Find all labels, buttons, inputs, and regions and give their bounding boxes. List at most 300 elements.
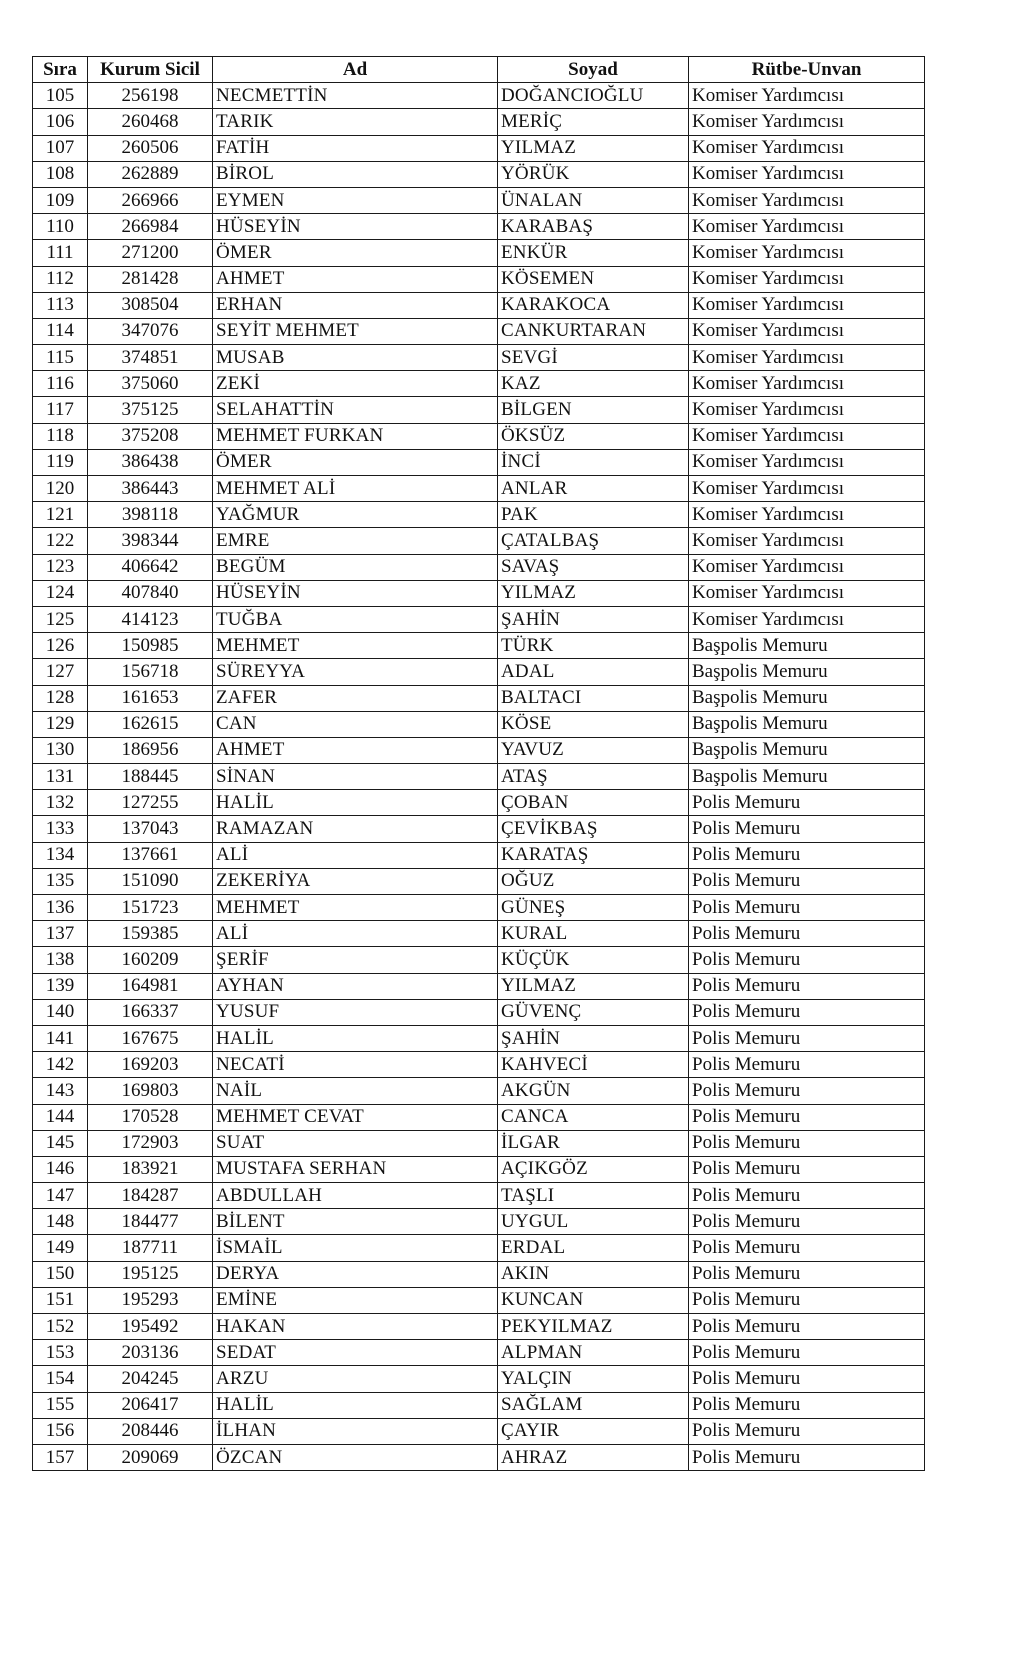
cell-rutbe-unvan: Polis Memuru	[689, 973, 925, 999]
cell-soyad: KÖSEMEN	[498, 266, 689, 292]
cell-sira: 125	[33, 606, 88, 632]
cell-kurum-sicil: 375060	[88, 371, 213, 397]
cell-sira: 138	[33, 947, 88, 973]
cell-ad: ZEKERİYA	[213, 868, 498, 894]
cell-sira: 156	[33, 1418, 88, 1444]
cell-ad: HÜSEYİN	[213, 214, 498, 240]
cell-soyad: YALÇIN	[498, 1366, 689, 1392]
cell-rutbe-unvan: Başpolis Memuru	[689, 711, 925, 737]
table-row	[33, 685, 925, 711]
cell-rutbe-unvan: Polis Memuru	[689, 1235, 925, 1261]
cell-kurum-sicil: 183921	[88, 1156, 213, 1182]
cell-ad: İSMAİL	[213, 1235, 498, 1261]
cell-soyad: SAĞLAM	[498, 1392, 689, 1418]
table-row	[33, 633, 925, 659]
cell-kurum-sicil: 407840	[88, 580, 213, 606]
cell-soyad: SEVGİ	[498, 345, 689, 371]
cell-sira: 115	[33, 345, 88, 371]
cell-kurum-sicil: 187711	[88, 1235, 213, 1261]
cell-sira: 116	[33, 371, 88, 397]
cell-sira: 119	[33, 449, 88, 475]
cell-ad: HALİL	[213, 1392, 498, 1418]
cell-soyad: PAK	[498, 502, 689, 528]
table-row	[33, 1235, 925, 1261]
table-row	[33, 1052, 925, 1078]
cell-ad: ZAFER	[213, 685, 498, 711]
table-row	[33, 1183, 925, 1209]
cell-sira: 126	[33, 633, 88, 659]
cell-rutbe-unvan: Komiser Yardımcısı	[689, 266, 925, 292]
personnel-table	[32, 56, 925, 1471]
table-row	[33, 345, 925, 371]
table-row	[33, 1209, 925, 1235]
cell-kurum-sicil: 150985	[88, 633, 213, 659]
cell-ad: RAMAZAN	[213, 816, 498, 842]
table-row	[33, 135, 925, 161]
cell-soyad: YILMAZ	[498, 973, 689, 999]
cell-kurum-sicil: 172903	[88, 1130, 213, 1156]
cell-ad: ALİ	[213, 842, 498, 868]
cell-kurum-sicil: 256198	[88, 83, 213, 109]
cell-rutbe-unvan: Komiser Yardımcısı	[689, 397, 925, 423]
table-row	[33, 947, 925, 973]
table-row	[33, 502, 925, 528]
table-row	[33, 816, 925, 842]
cell-sira: 150	[33, 1261, 88, 1287]
cell-rutbe-unvan: Komiser Yardımcısı	[689, 187, 925, 213]
cell-soyad: KARAKOCA	[498, 292, 689, 318]
cell-kurum-sicil: 398344	[88, 528, 213, 554]
cell-soyad: İNCİ	[498, 449, 689, 475]
cell-soyad: AÇIKGÖZ	[498, 1156, 689, 1182]
cell-rutbe-unvan: Komiser Yardımcısı	[689, 292, 925, 318]
cell-ad: EMRE	[213, 528, 498, 554]
header-rutbe-unvan: Rütbe-Unvan	[689, 57, 925, 83]
cell-soyad: KARABAŞ	[498, 214, 689, 240]
cell-soyad: ATAŞ	[498, 764, 689, 790]
cell-ad: MEHMET	[213, 895, 498, 921]
cell-sira: 143	[33, 1078, 88, 1104]
cell-ad: TARIK	[213, 109, 498, 135]
header-sira: Sıra	[33, 57, 88, 83]
cell-sira: 132	[33, 790, 88, 816]
cell-rutbe-unvan: Komiser Yardımcısı	[689, 606, 925, 632]
cell-soyad: KURAL	[498, 921, 689, 947]
table-row	[33, 449, 925, 475]
cell-kurum-sicil: 169203	[88, 1052, 213, 1078]
table-row	[33, 292, 925, 318]
cell-kurum-sicil: 347076	[88, 318, 213, 344]
cell-ad: ÖZCAN	[213, 1444, 498, 1470]
cell-kurum-sicil: 375208	[88, 423, 213, 449]
cell-sira: 113	[33, 292, 88, 318]
cell-soyad: ŞAHİN	[498, 606, 689, 632]
cell-sira: 153	[33, 1340, 88, 1366]
cell-kurum-sicil: 170528	[88, 1104, 213, 1130]
cell-kurum-sicil: 127255	[88, 790, 213, 816]
cell-kurum-sicil: 188445	[88, 764, 213, 790]
cell-kurum-sicil: 266984	[88, 214, 213, 240]
cell-ad: DERYA	[213, 1261, 498, 1287]
cell-ad: ERHAN	[213, 292, 498, 318]
cell-rutbe-unvan: Polis Memuru	[689, 1104, 925, 1130]
cell-kurum-sicil: 308504	[88, 292, 213, 318]
header-ad: Ad	[213, 57, 498, 83]
cell-sira: 110	[33, 214, 88, 240]
cell-soyad: ÇOBAN	[498, 790, 689, 816]
cell-soyad: DOĞANCIOĞLU	[498, 83, 689, 109]
cell-rutbe-unvan: Komiser Yardımcısı	[689, 449, 925, 475]
cell-kurum-sicil: 184287	[88, 1183, 213, 1209]
cell-rutbe-unvan: Polis Memuru	[689, 1314, 925, 1340]
cell-sira: 123	[33, 554, 88, 580]
cell-ad: EYMEN	[213, 187, 498, 213]
cell-rutbe-unvan: Polis Memuru	[689, 921, 925, 947]
cell-soyad: ADAL	[498, 659, 689, 685]
cell-soyad: TAŞLI	[498, 1183, 689, 1209]
cell-soyad: ALPMAN	[498, 1340, 689, 1366]
table-row	[33, 187, 925, 213]
cell-rutbe-unvan: Komiser Yardımcısı	[689, 135, 925, 161]
cell-ad: BİROL	[213, 161, 498, 187]
cell-ad: YUSUF	[213, 999, 498, 1025]
cell-sira: 155	[33, 1392, 88, 1418]
table-row	[33, 1418, 925, 1444]
cell-sira: 144	[33, 1104, 88, 1130]
cell-kurum-sicil: 159385	[88, 921, 213, 947]
cell-sira: 122	[33, 528, 88, 554]
cell-kurum-sicil: 195125	[88, 1261, 213, 1287]
cell-sira: 112	[33, 266, 88, 292]
cell-soyad: TÜRK	[498, 633, 689, 659]
cell-kurum-sicil: 169803	[88, 1078, 213, 1104]
cell-kurum-sicil: 206417	[88, 1392, 213, 1418]
cell-ad: ÖMER	[213, 449, 498, 475]
cell-rutbe-unvan: Komiser Yardımcısı	[689, 318, 925, 344]
cell-rutbe-unvan: Komiser Yardımcısı	[689, 580, 925, 606]
cell-rutbe-unvan: Komiser Yardımcısı	[689, 371, 925, 397]
cell-sira: 152	[33, 1314, 88, 1340]
table-row	[33, 1314, 925, 1340]
cell-ad: İLHAN	[213, 1418, 498, 1444]
table-row	[33, 109, 925, 135]
table-row	[33, 1340, 925, 1366]
header-soyad: Soyad	[498, 57, 689, 83]
table-row	[33, 1104, 925, 1130]
cell-ad: ABDULLAH	[213, 1183, 498, 1209]
cell-rutbe-unvan: Komiser Yardımcısı	[689, 502, 925, 528]
cell-rutbe-unvan: Başpolis Memuru	[689, 737, 925, 763]
cell-rutbe-unvan: Polis Memuru	[689, 895, 925, 921]
cell-kurum-sicil: 386438	[88, 449, 213, 475]
cell-rutbe-unvan: Başpolis Memuru	[689, 764, 925, 790]
cell-rutbe-unvan: Polis Memuru	[689, 816, 925, 842]
cell-rutbe-unvan: Polis Memuru	[689, 1287, 925, 1313]
cell-kurum-sicil: 406642	[88, 554, 213, 580]
cell-kurum-sicil: 195293	[88, 1287, 213, 1313]
table-row	[33, 1261, 925, 1287]
cell-rutbe-unvan: Polis Memuru	[689, 1340, 925, 1366]
cell-rutbe-unvan: Başpolis Memuru	[689, 685, 925, 711]
cell-rutbe-unvan: Polis Memuru	[689, 1183, 925, 1209]
cell-ad: AHMET	[213, 266, 498, 292]
cell-kurum-sicil: 414123	[88, 606, 213, 632]
table-row	[33, 528, 925, 554]
cell-sira: 140	[33, 999, 88, 1025]
cell-sira: 131	[33, 764, 88, 790]
cell-sira: 141	[33, 1025, 88, 1051]
cell-kurum-sicil: 161653	[88, 685, 213, 711]
cell-kurum-sicil: 398118	[88, 502, 213, 528]
cell-kurum-sicil: 186956	[88, 737, 213, 763]
cell-sira: 130	[33, 737, 88, 763]
table-row	[33, 842, 925, 868]
cell-ad: MEHMET ALİ	[213, 476, 498, 502]
cell-soyad: YILMAZ	[498, 135, 689, 161]
cell-rutbe-unvan: Polis Memuru	[689, 1418, 925, 1444]
table-row	[33, 266, 925, 292]
table-row	[33, 214, 925, 240]
cell-ad: MEHMET	[213, 633, 498, 659]
cell-soyad: CANKURTARAN	[498, 318, 689, 344]
cell-ad: SUAT	[213, 1130, 498, 1156]
cell-soyad: UYGUL	[498, 1209, 689, 1235]
cell-rutbe-unvan: Polis Memuru	[689, 790, 925, 816]
table-row	[33, 1366, 925, 1392]
cell-ad: HÜSEYİN	[213, 580, 498, 606]
cell-rutbe-unvan: Komiser Yardımcısı	[689, 83, 925, 109]
cell-rutbe-unvan: Polis Memuru	[689, 1052, 925, 1078]
cell-sira: 117	[33, 397, 88, 423]
cell-soyad: BİLGEN	[498, 397, 689, 423]
cell-sira: 106	[33, 109, 88, 135]
table-row	[33, 1156, 925, 1182]
cell-sira: 111	[33, 240, 88, 266]
cell-soyad: KÜÇÜK	[498, 947, 689, 973]
cell-ad: TUĞBA	[213, 606, 498, 632]
cell-rutbe-unvan: Komiser Yardımcısı	[689, 161, 925, 187]
cell-kurum-sicil: 156718	[88, 659, 213, 685]
table-row	[33, 554, 925, 580]
cell-kurum-sicil: 262889	[88, 161, 213, 187]
table-row	[33, 1025, 925, 1051]
cell-sira: 134	[33, 842, 88, 868]
cell-ad: MUSAB	[213, 345, 498, 371]
cell-kurum-sicil: 151090	[88, 868, 213, 894]
cell-sira: 149	[33, 1235, 88, 1261]
cell-soyad: KUNCAN	[498, 1287, 689, 1313]
cell-soyad: YAVUZ	[498, 737, 689, 763]
table-row	[33, 737, 925, 763]
table-header-row	[33, 57, 925, 83]
cell-kurum-sicil: 375125	[88, 397, 213, 423]
cell-soyad: GÜVENÇ	[498, 999, 689, 1025]
cell-rutbe-unvan: Komiser Yardımcısı	[689, 345, 925, 371]
cell-sira: 121	[33, 502, 88, 528]
cell-soyad: SAVAŞ	[498, 554, 689, 580]
cell-ad: NAİL	[213, 1078, 498, 1104]
cell-ad: NECMETTİN	[213, 83, 498, 109]
cell-ad: ÖMER	[213, 240, 498, 266]
cell-rutbe-unvan: Komiser Yardımcısı	[689, 528, 925, 554]
cell-sira: 148	[33, 1209, 88, 1235]
cell-soyad: KAHVECİ	[498, 1052, 689, 1078]
cell-soyad: ÇATALBAŞ	[498, 528, 689, 554]
cell-kurum-sicil: 260468	[88, 109, 213, 135]
cell-rutbe-unvan: Polis Memuru	[689, 947, 925, 973]
cell-sira: 107	[33, 135, 88, 161]
cell-soyad: GÜNEŞ	[498, 895, 689, 921]
cell-kurum-sicil: 162615	[88, 711, 213, 737]
cell-sira: 109	[33, 187, 88, 213]
cell-rutbe-unvan: Polis Memuru	[689, 842, 925, 868]
cell-rutbe-unvan: Komiser Yardımcısı	[689, 476, 925, 502]
cell-rutbe-unvan: Polis Memuru	[689, 1078, 925, 1104]
table-row	[33, 161, 925, 187]
cell-ad: ARZU	[213, 1366, 498, 1392]
cell-ad: FATİH	[213, 135, 498, 161]
cell-kurum-sicil: 374851	[88, 345, 213, 371]
cell-ad: MEHMET CEVAT	[213, 1104, 498, 1130]
table-row	[33, 83, 925, 109]
cell-sira: 139	[33, 973, 88, 999]
table-row	[33, 1392, 925, 1418]
cell-sira: 146	[33, 1156, 88, 1182]
cell-sira: 105	[33, 83, 88, 109]
cell-ad: NECATİ	[213, 1052, 498, 1078]
cell-sira: 151	[33, 1287, 88, 1313]
table-row	[33, 1078, 925, 1104]
cell-soyad: ÜNALAN	[498, 187, 689, 213]
cell-soyad: ERDAL	[498, 1235, 689, 1261]
cell-kurum-sicil: 271200	[88, 240, 213, 266]
cell-sira: 136	[33, 895, 88, 921]
cell-sira: 114	[33, 318, 88, 344]
table-row	[33, 973, 925, 999]
cell-kurum-sicil: 386443	[88, 476, 213, 502]
cell-kurum-sicil: 137043	[88, 816, 213, 842]
cell-sira: 157	[33, 1444, 88, 1470]
cell-ad: ŞERİF	[213, 947, 498, 973]
cell-soyad: PEKYILMAZ	[498, 1314, 689, 1340]
cell-sira: 145	[33, 1130, 88, 1156]
cell-soyad: ÖKSÜZ	[498, 423, 689, 449]
table-row	[33, 764, 925, 790]
cell-soyad: MERİÇ	[498, 109, 689, 135]
cell-sira: 124	[33, 580, 88, 606]
cell-ad: HALİL	[213, 1025, 498, 1051]
cell-ad: BEGÜM	[213, 554, 498, 580]
cell-soyad: ANLAR	[498, 476, 689, 502]
cell-soyad: ENKÜR	[498, 240, 689, 266]
cell-sira: 128	[33, 685, 88, 711]
header-kurum-sicil: Kurum Sicil	[88, 57, 213, 83]
cell-rutbe-unvan: Komiser Yardımcısı	[689, 554, 925, 580]
table-row	[33, 868, 925, 894]
cell-soyad: KÖSE	[498, 711, 689, 737]
cell-kurum-sicil: 184477	[88, 1209, 213, 1235]
cell-sira: 135	[33, 868, 88, 894]
cell-ad: SELAHATTİN	[213, 397, 498, 423]
cell-ad: SÜREYYA	[213, 659, 498, 685]
cell-kurum-sicil: 204245	[88, 1366, 213, 1392]
cell-sira: 154	[33, 1366, 88, 1392]
cell-ad: EMİNE	[213, 1287, 498, 1313]
cell-rutbe-unvan: Polis Memuru	[689, 868, 925, 894]
cell-sira: 129	[33, 711, 88, 737]
cell-rutbe-unvan: Başpolis Memuru	[689, 659, 925, 685]
table-row	[33, 659, 925, 685]
table-row	[33, 318, 925, 344]
cell-ad: YAĞMUR	[213, 502, 498, 528]
table-row	[33, 580, 925, 606]
table-body	[33, 83, 925, 1471]
cell-ad: MUSTAFA SERHAN	[213, 1156, 498, 1182]
cell-kurum-sicil: 137661	[88, 842, 213, 868]
cell-rutbe-unvan: Komiser Yardımcısı	[689, 109, 925, 135]
cell-kurum-sicil: 208446	[88, 1418, 213, 1444]
table-row	[33, 999, 925, 1025]
cell-rutbe-unvan: Polis Memuru	[689, 999, 925, 1025]
cell-ad: HALİL	[213, 790, 498, 816]
cell-soyad: YILMAZ	[498, 580, 689, 606]
cell-ad: AYHAN	[213, 973, 498, 999]
cell-kurum-sicil: 195492	[88, 1314, 213, 1340]
cell-sira: 142	[33, 1052, 88, 1078]
cell-ad: ZEKİ	[213, 371, 498, 397]
cell-soyad: ÇAYIR	[498, 1418, 689, 1444]
cell-sira: 127	[33, 659, 88, 685]
cell-kurum-sicil: 209069	[88, 1444, 213, 1470]
cell-sira: 120	[33, 476, 88, 502]
cell-soyad: ÇEVİKBAŞ	[498, 816, 689, 842]
cell-soyad: KAZ	[498, 371, 689, 397]
cell-soyad: AKIN	[498, 1261, 689, 1287]
table-row	[33, 1287, 925, 1313]
cell-ad: BİLENT	[213, 1209, 498, 1235]
cell-kurum-sicil: 167675	[88, 1025, 213, 1051]
cell-sira: 133	[33, 816, 88, 842]
cell-sira: 137	[33, 921, 88, 947]
cell-ad: HAKAN	[213, 1314, 498, 1340]
cell-kurum-sicil: 281428	[88, 266, 213, 292]
cell-sira: 108	[33, 161, 88, 187]
cell-rutbe-unvan: Polis Memuru	[689, 1156, 925, 1182]
cell-soyad: KARATAŞ	[498, 842, 689, 868]
cell-rutbe-unvan: Polis Memuru	[689, 1261, 925, 1287]
cell-ad: SEYİT MEHMET	[213, 318, 498, 344]
cell-rutbe-unvan: Başpolis Memuru	[689, 633, 925, 659]
cell-sira: 147	[33, 1183, 88, 1209]
cell-sira: 118	[33, 423, 88, 449]
cell-ad: MEHMET FURKAN	[213, 423, 498, 449]
cell-soyad: AHRAZ	[498, 1444, 689, 1470]
cell-ad: AHMET	[213, 737, 498, 763]
cell-kurum-sicil: 151723	[88, 895, 213, 921]
cell-soyad: YÖRÜK	[498, 161, 689, 187]
cell-rutbe-unvan: Polis Memuru	[689, 1209, 925, 1235]
cell-kurum-sicil: 164981	[88, 973, 213, 999]
cell-soyad: OĞUZ	[498, 868, 689, 894]
table-row	[33, 606, 925, 632]
table-row	[33, 371, 925, 397]
table-row	[33, 711, 925, 737]
cell-ad: SİNAN	[213, 764, 498, 790]
cell-rutbe-unvan: Polis Memuru	[689, 1392, 925, 1418]
table-row	[33, 397, 925, 423]
table-row	[33, 476, 925, 502]
cell-kurum-sicil: 160209	[88, 947, 213, 973]
